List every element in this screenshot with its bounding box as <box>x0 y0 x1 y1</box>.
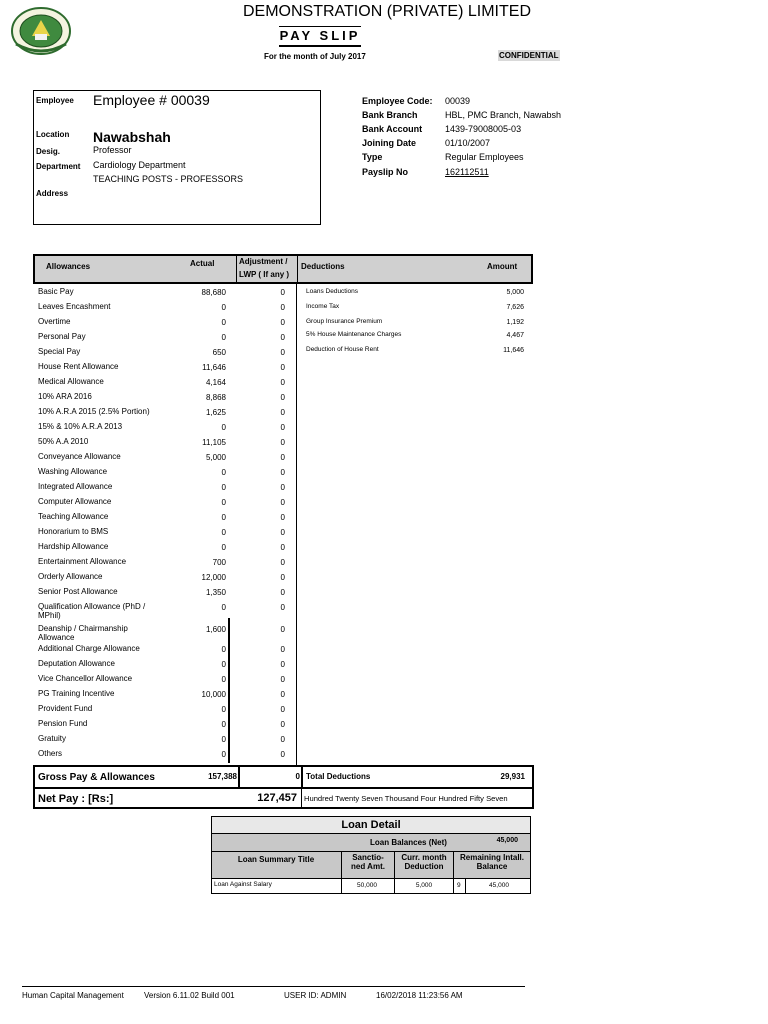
allowance-actual: 0 <box>221 603 226 612</box>
net-pay-words: Hundred Twenty Seven Thousand Four Hundred Fifty Seven <box>304 794 508 803</box>
gross-actual: 157,388 <box>208 772 237 781</box>
loan-row-curr: 5,000 <box>415 882 433 889</box>
allowance-actual: 12,000 <box>201 573 226 582</box>
allowance-name: Provident Fund <box>38 704 93 713</box>
loan-row-sanctioned: 50,000 <box>357 882 377 889</box>
detail-value: 1439-79008005-03 <box>445 124 522 134</box>
footer-timestamp: 16/02/2018 11:23:56 AM <box>376 991 463 1000</box>
detail-label: Joining Date <box>362 138 417 148</box>
allowance-adjustment: 0 <box>280 558 285 567</box>
allowance-name: Honorarium to BMS <box>38 527 109 536</box>
deduction-amount: 4,467 <box>506 332 524 339</box>
allowance-adjustment: 0 <box>280 675 285 684</box>
allowance-actual: 0 <box>221 660 226 669</box>
net-pay-label: Net Pay : [Rs:] <box>38 793 114 805</box>
deduction-name: Deduction of House Rent <box>306 346 379 353</box>
deduction-column-divider <box>296 284 297 765</box>
allowance-actual: 0 <box>221 675 226 684</box>
allowance-name: Others <box>38 749 63 758</box>
allowance-adjustment: 0 <box>280 543 285 552</box>
allowance-adjustment: 0 <box>280 483 285 492</box>
allowance-actual: 0 <box>221 303 226 312</box>
loan-column-headers <box>212 852 530 879</box>
allowance-name: Teaching Allowance <box>38 512 109 521</box>
allowance-adjustment: 0 <box>280 645 285 654</box>
allowance-actual: 1,625 <box>205 408 226 417</box>
allowance-adjustment: 0 <box>280 528 285 537</box>
allowance-actual: 0 <box>221 318 226 327</box>
allowance-name: Computer Allowance <box>38 497 112 506</box>
allowance-adjustment: 0 <box>280 750 285 759</box>
total-deductions-value: 29,931 <box>500 772 525 781</box>
department-group: TEACHING POSTS - PROFESSORS <box>93 174 244 184</box>
detail-value: Regular Employees <box>445 152 524 162</box>
deduction-name: Income Tax <box>306 303 340 310</box>
allowance-name: Medical Allowance <box>38 377 104 386</box>
pay-table-header <box>33 254 533 284</box>
allowance-name: PG Training Incentive <box>38 689 115 698</box>
detail-label: Bank Account <box>362 124 423 134</box>
allowance-adjustment: 0 <box>280 438 285 447</box>
allowance-name: Entertainment Allowance <box>38 557 127 566</box>
allowance-name: Additional Charge Allowance <box>38 644 140 653</box>
allowance-name: Deanship / Chairmanship Allowance <box>38 624 128 642</box>
loan-balances-row <box>212 834 530 852</box>
footer-version: Version 6.11.02 Build 001 <box>144 991 235 1000</box>
footer-app: Human Capital Management <box>22 991 124 1000</box>
loan-detail-title: Loan Detail <box>212 817 530 834</box>
confidential-badge: CONFIDENTIAL <box>499 51 559 60</box>
allowance-actual: 4,164 <box>205 378 226 387</box>
loan-balances-value: 45,000 <box>496 837 518 844</box>
allowance-name: Orderly Allowance <box>38 572 103 581</box>
loan-title-header: Loan Summary Title <box>237 855 315 864</box>
pay-month: For the month of July 2017 <box>264 52 366 61</box>
employee-info-box <box>33 90 321 225</box>
allowance-adjustment: 0 <box>280 468 285 477</box>
allowance-name: Overtime <box>38 317 71 326</box>
allowance-adjustment: 0 <box>280 513 285 522</box>
detail-label: Type <box>362 152 383 162</box>
department-value: Cardiology Department <box>93 160 186 170</box>
allowance-name: 50% A.A 2010 <box>38 437 89 446</box>
allowance-name: Washing Allowance <box>38 467 108 476</box>
allowance-adjustment: 0 <box>280 348 285 357</box>
location-label: Location <box>36 130 70 139</box>
deduction-amount: 11,646 <box>503 347 524 354</box>
allowance-adjustment: 0 <box>280 705 285 714</box>
actual-header: Actual <box>190 259 215 268</box>
allowance-adjustment: 0 <box>280 603 285 612</box>
allowance-actual: 0 <box>221 543 226 552</box>
allowance-adjustment: 0 <box>280 288 285 297</box>
detail-label: Payslip No <box>362 167 409 177</box>
allowance-name: Hardship Allowance <box>38 542 109 551</box>
deduction-name: Loans Deductions <box>306 288 359 295</box>
amount-header: Amount <box>487 262 518 271</box>
address-label: Address <box>36 189 69 198</box>
allowance-adjustment: 0 <box>280 660 285 669</box>
detail-label: Employee Code: <box>362 96 433 106</box>
loan-curr-header: Curr. month Deduction <box>401 853 447 871</box>
allowance-actual: 5,000 <box>205 453 226 462</box>
allowance-name: Deputation Allowance <box>38 659 115 668</box>
actual-column-divider <box>228 618 230 763</box>
loan-row-title: Loan Against Salary <box>214 881 272 888</box>
deduction-name: Group Insurance Premium <box>306 318 383 325</box>
detail-value: 162112511 <box>445 167 489 177</box>
allowance-actual: 0 <box>221 720 226 729</box>
allowance-actual: 88,680 <box>201 288 226 297</box>
footer-user: USER ID: ADMIN <box>284 991 347 1000</box>
payslip-title: PAY SLIP <box>279 26 361 47</box>
allowance-name: Vice Chancellor Allowance <box>38 674 133 683</box>
gross-label: Gross Pay & Allowances <box>38 772 155 783</box>
allowance-name: Conveyance Allowance <box>38 452 121 461</box>
loan-row-installments: 9 <box>457 882 461 889</box>
adjustment-header-2: LWP ( If any ) <box>239 270 290 279</box>
allowance-actual: 0 <box>221 333 226 342</box>
deductions-header: Deductions <box>301 262 345 271</box>
company-name: DEMONSTRATION (PRIVATE) LIMITED <box>242 3 531 20</box>
allowance-name: Personal Pay <box>38 332 86 341</box>
allowance-adjustment: 0 <box>280 690 285 699</box>
department-label: Department <box>36 162 81 171</box>
designation-label: Desig. <box>36 147 61 156</box>
net-pay-row <box>33 787 534 809</box>
allowance-actual: 1,600 <box>205 625 226 634</box>
allowance-name: House Rent Allowance <box>38 362 119 371</box>
allowance-actual: 10,000 <box>201 690 226 699</box>
allowance-actual: 0 <box>221 468 226 477</box>
allowance-name: Qualification Allowance (PhD / MPhil) <box>38 602 146 620</box>
loan-detail-table <box>211 816 531 894</box>
allowance-name: Integrated Allowance <box>38 482 113 491</box>
net-pay-value: 127,457 <box>257 792 297 804</box>
allowance-adjustment: 0 <box>280 378 285 387</box>
employee-value: Employee # 00039 <box>93 92 210 108</box>
loan-remaining-header: Remaining Intall. Balance <box>459 853 524 871</box>
allowance-adjustment: 0 <box>280 735 285 744</box>
total-deductions-label: Total Deductions <box>306 772 371 781</box>
allowance-actual: 0 <box>221 498 226 507</box>
allowance-actual: 0 <box>221 528 226 537</box>
allowance-actual: 8,868 <box>205 393 226 402</box>
allowance-actual: 0 <box>221 750 226 759</box>
allowance-name: Leaves Encashment <box>38 302 111 311</box>
allowance-actual: 0 <box>221 483 226 492</box>
allowance-adjustment: 0 <box>280 333 285 342</box>
allowance-adjustment: 0 <box>280 625 285 634</box>
employee-label: Employee <box>36 96 74 105</box>
allowance-actual: 1,350 <box>205 588 226 597</box>
allowance-actual: 11,646 <box>202 363 226 372</box>
footer-rule <box>22 986 525 987</box>
allowance-actual: 650 <box>212 348 226 357</box>
allowance-actual: 700 <box>212 558 226 567</box>
allowance-name: Senior Post Allowance <box>38 587 118 596</box>
allowance-actual: 0 <box>221 513 226 522</box>
designation-value: Professor <box>93 145 132 155</box>
deduction-amount: 7,626 <box>506 304 524 311</box>
allowance-name: Pension Fund <box>38 719 88 728</box>
allowance-adjustment: 0 <box>280 573 285 582</box>
gross-adjustment: 0 <box>295 772 300 781</box>
deduction-name: 5% House Maintenance Charges <box>306 331 402 338</box>
gross-row <box>33 765 534 789</box>
detail-value: HBL, PMC Branch, Nawabsh <box>445 110 562 120</box>
allowance-adjustment: 0 <box>280 720 285 729</box>
allowance-adjustment: 0 <box>280 318 285 327</box>
deduction-amount: 1,192 <box>506 319 524 326</box>
allowance-name: Gratuity <box>38 734 67 743</box>
allowance-name: 15% & 10% A.R.A 2013 <box>38 422 123 431</box>
allowance-actual: 0 <box>221 423 226 432</box>
detail-value: 00039 <box>445 96 471 106</box>
allowance-adjustment: 0 <box>280 363 285 372</box>
location-value: Nawabshah <box>93 129 171 145</box>
allowances-header: Allowances <box>46 262 91 271</box>
allowance-actual: 0 <box>221 645 226 654</box>
detail-value: 01/10/2007 <box>445 138 491 148</box>
allowance-name: 10% A.R.A 2015 (2.5% Portion) <box>38 407 150 416</box>
allowance-adjustment: 0 <box>280 423 285 432</box>
allowance-name: Special Pay <box>38 347 81 356</box>
allowance-actual: 0 <box>221 705 226 714</box>
allowance-actual: 11,105 <box>202 438 226 447</box>
loan-balances-label: Loan Balances (Net) <box>370 838 447 847</box>
loan-sanctioned-header: Sanctio- ned Amt. <box>351 853 385 871</box>
allowance-adjustment: 0 <box>280 408 285 417</box>
allowance-adjustment: 0 <box>280 453 285 462</box>
deduction-amount: 5,000 <box>506 289 524 296</box>
allowance-name: Basic Pay <box>38 287 74 296</box>
allowance-name: 10% ARA 2016 <box>38 392 92 401</box>
detail-label: Bank Branch <box>362 110 418 120</box>
allowance-adjustment: 0 <box>280 303 285 312</box>
loan-row <box>212 879 530 893</box>
allowance-actual: 0 <box>221 735 226 744</box>
loan-row-balance: 45,000 <box>489 882 509 889</box>
allowance-adjustment: 0 <box>280 588 285 597</box>
allowance-adjustment: 0 <box>280 393 285 402</box>
adjustment-header-1: Adjustment / <box>239 257 288 266</box>
allowance-adjustment: 0 <box>280 498 285 507</box>
